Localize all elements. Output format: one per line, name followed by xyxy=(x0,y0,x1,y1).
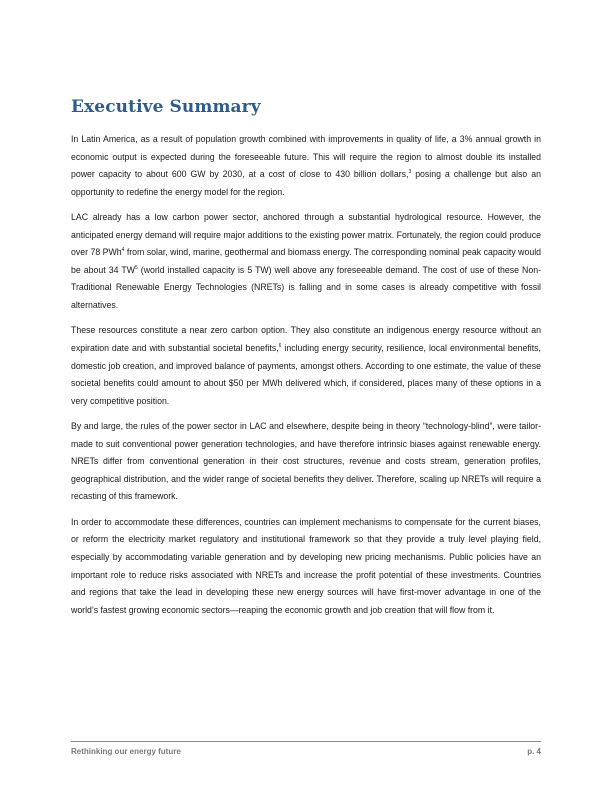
paragraph-text: from solar, wind, marine, geothermal and biomass energy. The corresponding nominal peak capacity would be about 34 TW xyxy=(71,247,542,275)
paragraph xyxy=(71,322,541,410)
paragraph-text: In order to accommodate these differences, countries can implement mechanisms to compensate for the current biases, or reform the electricity market regulatory and institutional framework so that they provide a truly level playing field, especially by accommodating variable generation and by developing new pricing mechanisms. Public policies have an important role to reduce risks associated with NRETs and increase the profit potential of these investments. Countries and regions that take the lead in developing these new energy sources will have first-mover advantage in one of the world’s fastest growing economic sectors—reaping the economic growth and job creation that will flow from it. xyxy=(71,516,541,615)
paragraph-text: By and large, the rules of the power sector in LAC and elsewhere, despite being in theory “technology-blind”, were tailor-made to suit conventional power generation technologies, and have therefore intrinsic biases against renewable energy. NRETs differ from conventional generation in their cost structures, revenue and costs stream, generation profiles, geographical distribution, and the wider range of societal benefits they deliver. Therefore, scaling up NRETs will require a recasting of this framework. xyxy=(71,421,541,502)
footer-title: Rethinking our energy future xyxy=(71,747,181,756)
footnote-ref-3: 3 xyxy=(408,169,412,176)
footer-divider xyxy=(71,741,541,742)
paragraph xyxy=(71,418,541,506)
paragraph-text: These resources constitute a near zero carbon option. They also constitute an indigenous energy resource without an expiration date and with substantial societal benefits, xyxy=(71,325,541,354)
paragraph xyxy=(71,209,541,314)
paragraph-text: including energy security, resilience, local environmental benefits, domestic job creation, and improved balance of payments, amongst others. According to one estimate, the value of these societal benefits could amount to about $50 per MWh delivered which, if considered, places many of these options in a very competitive position. xyxy=(71,343,541,406)
footnote-ref-4: 4 xyxy=(121,247,125,254)
page-number: p. 4 xyxy=(527,747,541,756)
page-title: Executive Summary xyxy=(71,97,261,117)
paragraph-text: In Latin America, as a result of population growth combined with improvements in quality of life, a 3% annual growth in economic output is expected during the foreseeable future. This will require the region to almost double its installed power capacity to about 600 GW by 2030, at a cost of close to 430 billion dollars, xyxy=(71,134,541,180)
paragraph xyxy=(71,514,541,619)
paragraph-text: posing a challenge but also an opportunity to redefine the energy model for the region. xyxy=(71,169,541,197)
footnote-ref-6: 6 xyxy=(278,343,282,350)
paragraph-text: LAC already has a low carbon power sector, anchored through a substantial hydrological resource. However, the anticipated energy demand will require major additions to the existing power matrix. Fortunately, the region could produce over 78 PWh xyxy=(71,212,541,258)
paragraph-text: (world installed capacity is 5 TW) well above any foreseeable demand. The cost of use of these Non-Traditional Renewable Energy Technologies (NRETs) is falling and in some cases is already competitive with fossil alternatives. xyxy=(71,264,541,310)
paragraph xyxy=(71,131,541,201)
body-text xyxy=(71,131,541,627)
footnote-ref-5: 5 xyxy=(134,264,138,271)
